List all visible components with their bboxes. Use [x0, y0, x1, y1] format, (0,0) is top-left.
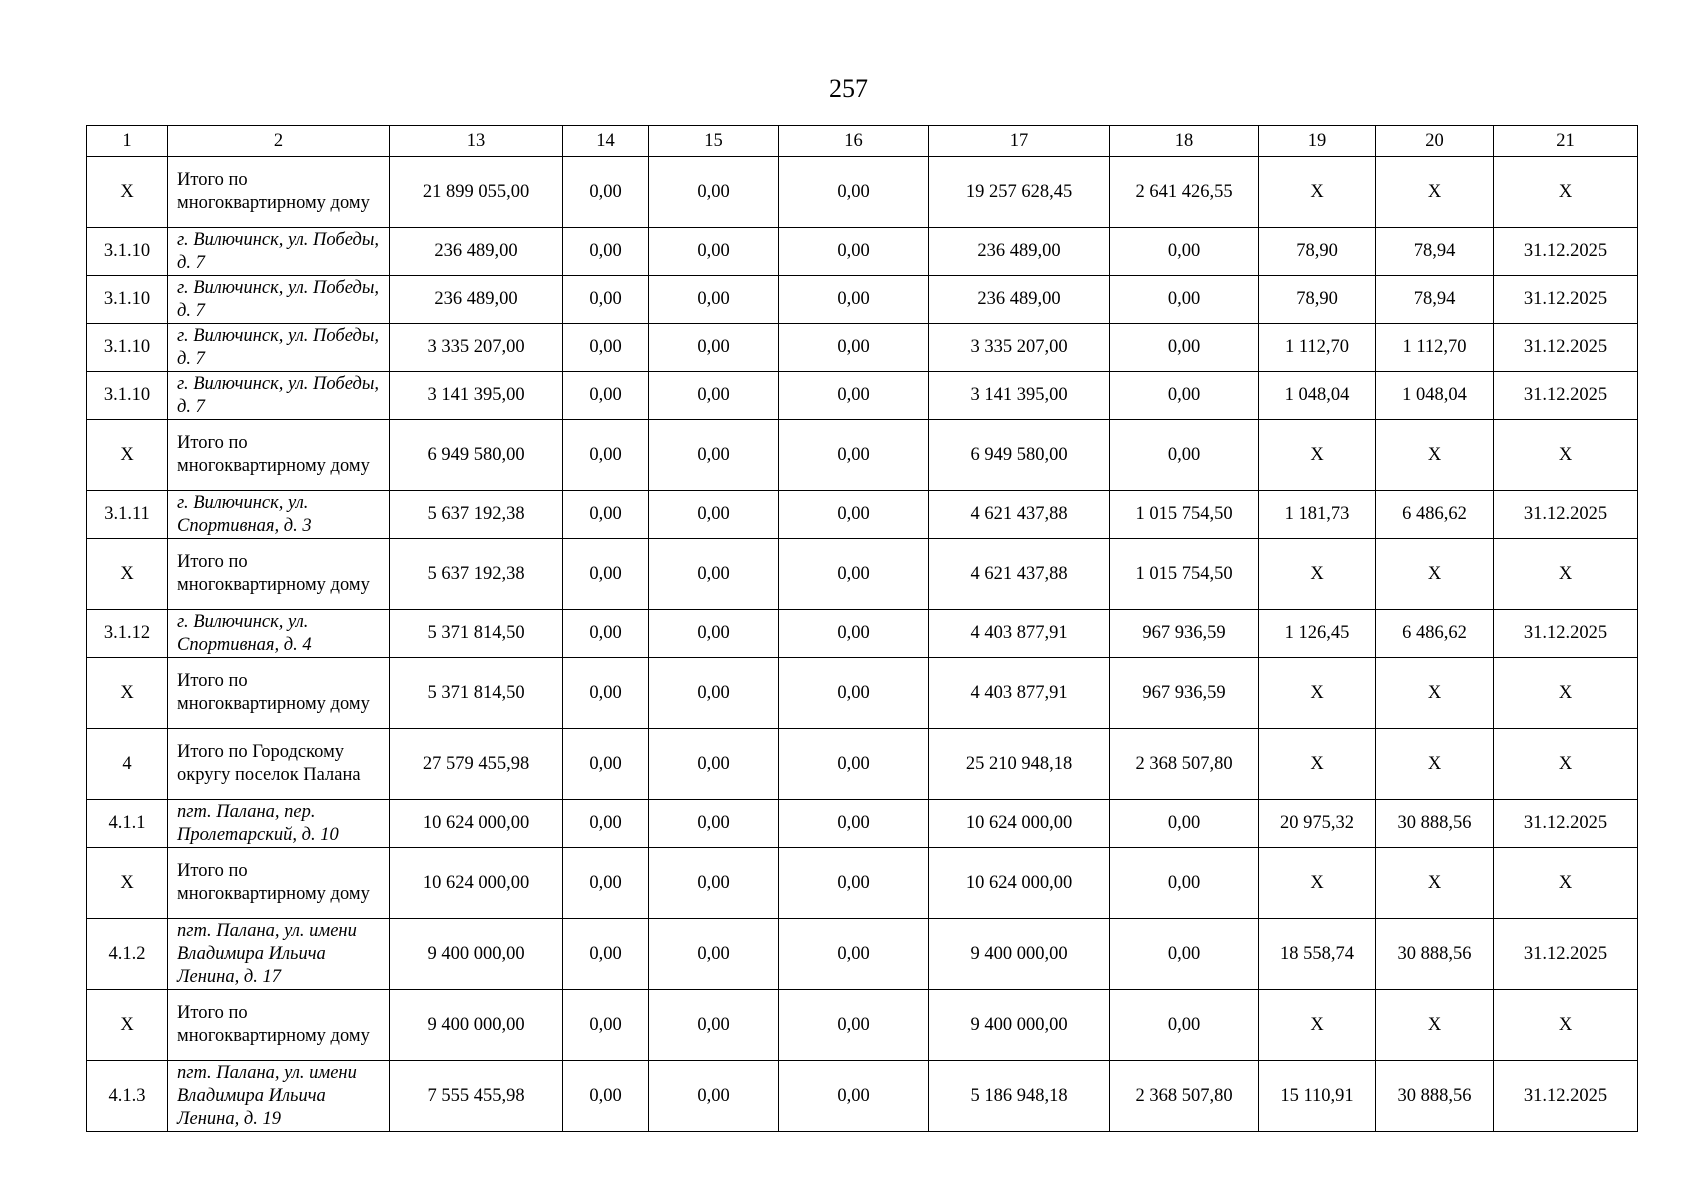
table-cell: 10 624 000,00 [390, 848, 563, 919]
table-cell: 5 371 814,50 [390, 658, 563, 729]
header-cell: 21 [1494, 126, 1638, 157]
table-cell: 0,00 [563, 800, 649, 848]
row-name-cell: Итого по многоквартирному дому [168, 848, 390, 919]
table-cell: X [1376, 990, 1494, 1061]
table-cell: 0,00 [563, 990, 649, 1061]
row-name-cell: Итого по многоквартирному дому [168, 539, 390, 610]
table-cell: 9 400 000,00 [929, 990, 1110, 1061]
header-cell: 15 [649, 126, 779, 157]
table-cell: X [1494, 848, 1638, 919]
row-number-cell: X [87, 658, 168, 729]
table-cell: 31.12.2025 [1494, 919, 1638, 990]
table-cell: 1 126,45 [1259, 610, 1376, 658]
table-cell: X [1494, 729, 1638, 800]
table-cell: 5 371 814,50 [390, 610, 563, 658]
table-cell: X [1259, 990, 1376, 1061]
table-cell: 19 257 628,45 [929, 157, 1110, 228]
table-cell: 1 048,04 [1376, 372, 1494, 420]
table-cell: 10 624 000,00 [929, 800, 1110, 848]
table-cell: 6 949 580,00 [390, 420, 563, 491]
table-cell: 5 637 192,38 [390, 491, 563, 539]
table-row [87, 658, 1638, 729]
table-cell: 27 579 455,98 [390, 729, 563, 800]
row-number-cell: X [87, 539, 168, 610]
table-cell: 30 888,56 [1376, 1061, 1494, 1132]
table-cell: X [1259, 420, 1376, 491]
row-name-cell: Итого по многоквартирному дому [168, 157, 390, 228]
table-cell: X [1376, 420, 1494, 491]
table-cell: 3 141 395,00 [390, 372, 563, 420]
table-cell: 25 210 948,18 [929, 729, 1110, 800]
table-row [87, 990, 1638, 1061]
table-cell: X [1494, 658, 1638, 729]
table-cell: 0,00 [563, 610, 649, 658]
table-cell: 78,94 [1376, 276, 1494, 324]
table-cell: 0,00 [649, 729, 779, 800]
table-cell: 1 112,70 [1259, 324, 1376, 372]
row-number-cell: 3.1.10 [87, 276, 168, 324]
table-cell: 31.12.2025 [1494, 1061, 1638, 1132]
table-cell: 0,00 [1110, 372, 1259, 420]
row-number-cell: X [87, 990, 168, 1061]
header-cell: 16 [779, 126, 929, 157]
table-cell: 0,00 [563, 157, 649, 228]
table-cell: 0,00 [779, 800, 929, 848]
table-cell: 0,00 [779, 919, 929, 990]
table-cell: 6 949 580,00 [929, 420, 1110, 491]
table-cell: 0,00 [563, 324, 649, 372]
table-cell: 5 186 948,18 [929, 1061, 1110, 1132]
table-cell: 31.12.2025 [1494, 372, 1638, 420]
table-cell: 0,00 [649, 919, 779, 990]
table-cell: X [1376, 157, 1494, 228]
row-name-cell: Итого по многоквартирному дому [168, 658, 390, 729]
table-cell: 10 624 000,00 [390, 800, 563, 848]
table-cell: 31.12.2025 [1494, 324, 1638, 372]
table-cell: 31.12.2025 [1494, 491, 1638, 539]
table-cell: 78,90 [1259, 228, 1376, 276]
table-cell: 0,00 [563, 420, 649, 491]
table-cell: 0,00 [563, 491, 649, 539]
table-cell: 0,00 [779, 372, 929, 420]
row-name-cell: г. Вилючинск, ул. Победы, д. 7 [168, 276, 390, 324]
table-cell: 0,00 [1110, 276, 1259, 324]
table-cell: 3 335 207,00 [390, 324, 563, 372]
table-cell: 0,00 [1110, 800, 1259, 848]
table-cell: 0,00 [649, 491, 779, 539]
table-cell: 0,00 [649, 848, 779, 919]
table-cell: 0,00 [779, 491, 929, 539]
column-number-row [87, 126, 1638, 157]
row-name-cell: Итого по многоквартирному дому [168, 990, 390, 1061]
table-cell: X [1259, 848, 1376, 919]
header-cell: 17 [929, 126, 1110, 157]
data-table [86, 125, 1638, 1132]
table-cell: 0,00 [1110, 848, 1259, 919]
table-cell: 3 335 207,00 [929, 324, 1110, 372]
table-cell: 0,00 [779, 324, 929, 372]
header-cell: 19 [1259, 126, 1376, 157]
table-cell: 0,00 [649, 157, 779, 228]
header-cell: 13 [390, 126, 563, 157]
header-cell: 1 [87, 126, 168, 157]
table-cell: 31.12.2025 [1494, 228, 1638, 276]
table-cell: 0,00 [649, 420, 779, 491]
table-cell: 4 621 437,88 [929, 491, 1110, 539]
table-row [87, 372, 1638, 420]
table-cell: 6 486,62 [1376, 610, 1494, 658]
row-number-cell: 3.1.10 [87, 372, 168, 420]
table-row [87, 491, 1638, 539]
table-cell: 0,00 [563, 372, 649, 420]
table-cell: 0,00 [649, 990, 779, 1061]
table-cell: X [1259, 658, 1376, 729]
table-row [87, 610, 1638, 658]
table-cell: 0,00 [779, 420, 929, 491]
table-cell: 30 888,56 [1376, 800, 1494, 848]
table-cell: 6 486,62 [1376, 491, 1494, 539]
table-cell: 0,00 [1110, 324, 1259, 372]
table-cell: 236 489,00 [390, 276, 563, 324]
row-number-cell: X [87, 848, 168, 919]
table-cell: 0,00 [1110, 420, 1259, 491]
header-cell: 20 [1376, 126, 1494, 157]
table-cell: X [1494, 157, 1638, 228]
row-name-cell: г. Вилючинск, ул. Спортивная, д. 3 [168, 491, 390, 539]
table-cell: 30 888,56 [1376, 919, 1494, 990]
table-cell: 31.12.2025 [1494, 276, 1638, 324]
table-cell: 31.12.2025 [1494, 800, 1638, 848]
table-cell: 967 936,59 [1110, 610, 1259, 658]
table-cell: 0,00 [649, 228, 779, 276]
row-number-cell: 3.1.12 [87, 610, 168, 658]
table-cell: 0,00 [649, 658, 779, 729]
table-cell: 0,00 [563, 848, 649, 919]
page-number: 257 [829, 74, 868, 103]
row-number-cell: 4 [87, 729, 168, 800]
table-cell: X [1259, 539, 1376, 610]
table-row [87, 420, 1638, 491]
table-cell: 0,00 [779, 658, 929, 729]
row-name-cell: г. Вилючинск, ул. Спортивная, д. 4 [168, 610, 390, 658]
table-cell: 4 621 437,88 [929, 539, 1110, 610]
table-cell: 78,94 [1376, 228, 1494, 276]
table-cell: X [1259, 729, 1376, 800]
table-cell: 236 489,00 [390, 228, 563, 276]
table-row [87, 276, 1638, 324]
table-cell: X [1259, 157, 1376, 228]
table-cell: 236 489,00 [929, 228, 1110, 276]
table-cell: 9 400 000,00 [929, 919, 1110, 990]
row-number-cell: 3.1.11 [87, 491, 168, 539]
table-cell: 0,00 [779, 228, 929, 276]
table-row [87, 324, 1638, 372]
header-cell: 2 [168, 126, 390, 157]
table-cell: 1 015 754,50 [1110, 491, 1259, 539]
table-cell: 1 048,04 [1259, 372, 1376, 420]
table-row [87, 800, 1638, 848]
table-cell: X [1494, 420, 1638, 491]
table-row [87, 1061, 1638, 1132]
table-cell: 0,00 [779, 276, 929, 324]
row-name-cell: Итого по Городскому округу поселок Палана [168, 729, 390, 800]
table-cell: 0,00 [649, 539, 779, 610]
table-cell: 9 400 000,00 [390, 919, 563, 990]
table-row [87, 848, 1638, 919]
table-cell: 0,00 [779, 848, 929, 919]
table-row [87, 539, 1638, 610]
row-name-cell: Итого по многоквартирному дому [168, 420, 390, 491]
row-number-cell: X [87, 420, 168, 491]
table-cell: 0,00 [563, 1061, 649, 1132]
row-number-cell: X [87, 157, 168, 228]
table-cell: 2 368 507,80 [1110, 729, 1259, 800]
table-cell: 0,00 [1110, 990, 1259, 1061]
table-cell: 0,00 [779, 539, 929, 610]
table-cell: 0,00 [779, 610, 929, 658]
row-number-cell: 4.1.1 [87, 800, 168, 848]
table-cell: X [1376, 658, 1494, 729]
table-cell: 7 555 455,98 [390, 1061, 563, 1132]
row-name-cell: г. Вилючинск, ул. Победы, д. 7 [168, 324, 390, 372]
table-cell: 0,00 [649, 1061, 779, 1132]
table-cell: X [1376, 848, 1494, 919]
table-cell: 21 899 055,00 [390, 157, 563, 228]
table-cell: 15 110,91 [1259, 1061, 1376, 1132]
table-cell: 0,00 [563, 276, 649, 324]
table-cell: 1 112,70 [1376, 324, 1494, 372]
row-number-cell: 4.1.3 [87, 1061, 168, 1132]
table-cell: 0,00 [563, 729, 649, 800]
table-cell: 0,00 [649, 372, 779, 420]
table-cell: 3 141 395,00 [929, 372, 1110, 420]
table-row [87, 157, 1638, 228]
table-cell: 0,00 [649, 610, 779, 658]
table-cell: 4 403 877,91 [929, 610, 1110, 658]
row-name-cell: г. Вилючинск, ул. Победы, д. 7 [168, 228, 390, 276]
table-cell: 31.12.2025 [1494, 610, 1638, 658]
table-cell: 4 403 877,91 [929, 658, 1110, 729]
table-cell: 0,00 [563, 539, 649, 610]
table-cell: 0,00 [1110, 228, 1259, 276]
table-cell: 9 400 000,00 [390, 990, 563, 1061]
table-row [87, 729, 1638, 800]
row-name-cell: пгт. Палана, ул. имени Владимира Ильича Ленина, д. 19 [168, 1061, 390, 1132]
table-cell: X [1376, 729, 1494, 800]
table-cell: X [1494, 990, 1638, 1061]
table-cell: 0,00 [779, 729, 929, 800]
row-name-cell: пгт. Палана, ул. имени Владимира Ильича Ленина, д. 17 [168, 919, 390, 990]
table-cell: 0,00 [563, 228, 649, 276]
row-number-cell: 3.1.10 [87, 228, 168, 276]
table-cell: 0,00 [649, 276, 779, 324]
table-cell: 1 015 754,50 [1110, 539, 1259, 610]
table-cell: 5 637 192,38 [390, 539, 563, 610]
table-cell: 967 936,59 [1110, 658, 1259, 729]
header-cell: 14 [563, 126, 649, 157]
table-cell: 2 641 426,55 [1110, 157, 1259, 228]
table-cell: 78,90 [1259, 276, 1376, 324]
table-cell: 0,00 [649, 800, 779, 848]
table-cell: 0,00 [649, 324, 779, 372]
row-name-cell: пгт. Палана, пер. Пролетарский, д. 10 [168, 800, 390, 848]
table-cell: 20 975,32 [1259, 800, 1376, 848]
table-cell: 0,00 [1110, 919, 1259, 990]
table-cell: 236 489,00 [929, 276, 1110, 324]
row-number-cell: 3.1.10 [87, 324, 168, 372]
table-row [87, 228, 1638, 276]
table-cell: 10 624 000,00 [929, 848, 1110, 919]
row-number-cell: 4.1.2 [87, 919, 168, 990]
table-cell: 1 181,73 [1259, 491, 1376, 539]
table-cell: 0,00 [779, 990, 929, 1061]
table-cell: 0,00 [779, 157, 929, 228]
table-cell: X [1376, 539, 1494, 610]
table-cell: 0,00 [779, 1061, 929, 1132]
header-cell: 18 [1110, 126, 1259, 157]
table-cell: 2 368 507,80 [1110, 1061, 1259, 1132]
table-cell: 0,00 [563, 919, 649, 990]
table-cell: 0,00 [563, 658, 649, 729]
row-name-cell: г. Вилючинск, ул. Победы, д. 7 [168, 372, 390, 420]
table-cell: 18 558,74 [1259, 919, 1376, 990]
table-row [87, 919, 1638, 990]
table-cell: X [1494, 539, 1638, 610]
